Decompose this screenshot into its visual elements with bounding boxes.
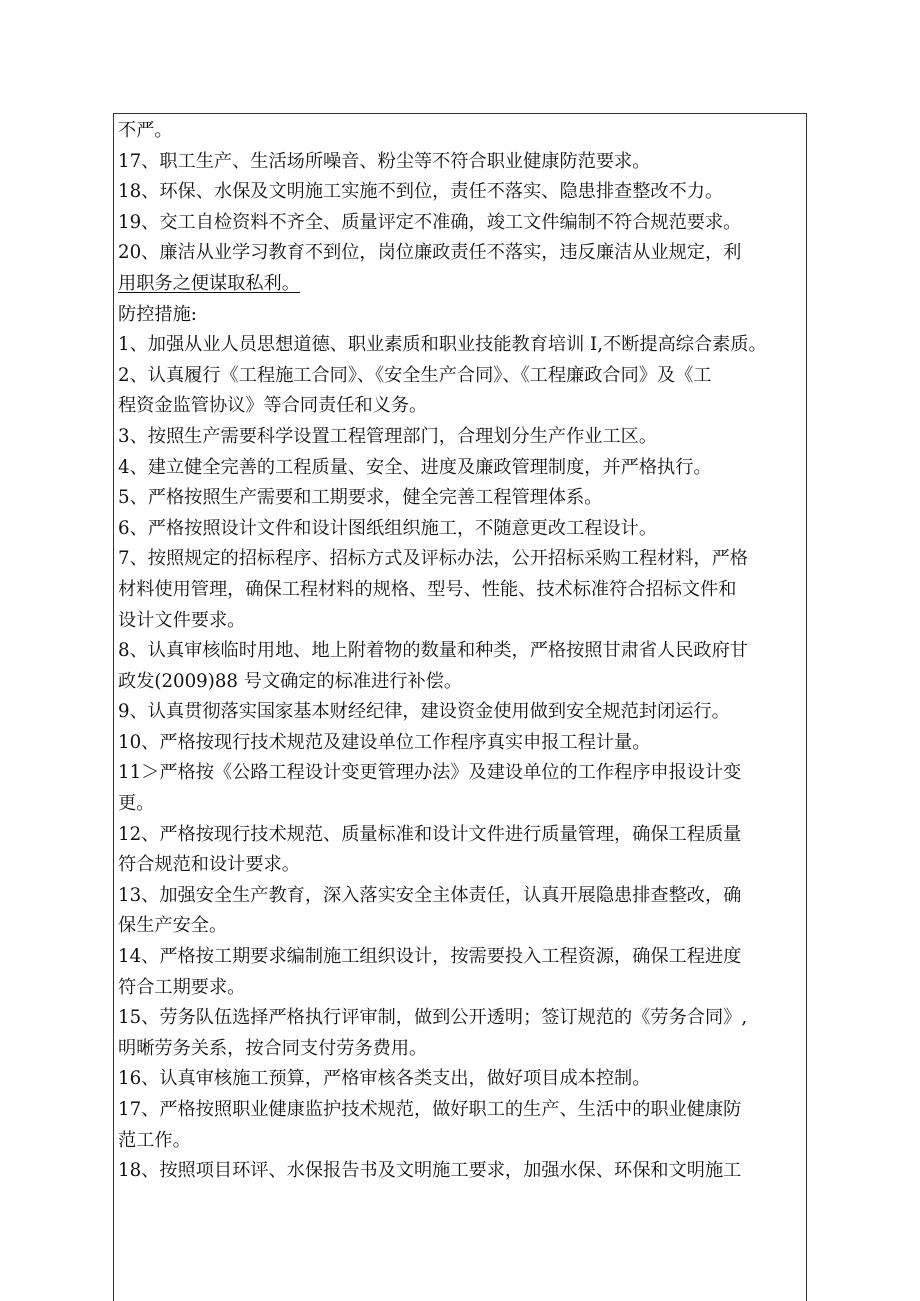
text-line bbox=[118, 789, 804, 820]
document-table-cell bbox=[113, 113, 807, 1301]
text-line-content: 17、严格按照职业健康监护技术规范，做好职工的生产、生活中的职业健康防 bbox=[118, 1099, 742, 1120]
text-line-content: 16、认真审核施工预算，严格审核各类支出，做好项目成本控制。 bbox=[118, 1068, 651, 1090]
text-line-content: 明晰劳务关系，按合同支付劳务费用。 bbox=[118, 1037, 428, 1059]
text-line-content: 12、严格按现行技术规范、质量标准和设计文件进行质量管理，确保工程质量 bbox=[118, 823, 742, 845]
text-line-content: 18、按照项目环评、水保报告书及文明施工要求，加强水保、环保和文明施工 bbox=[118, 1160, 742, 1182]
text-line-content: 8、认真审核临时用地、地上附着物的数量和种类，严格按照甘肃省人民政府甘 bbox=[118, 640, 748, 662]
text-line bbox=[118, 330, 804, 361]
text-line bbox=[118, 422, 804, 453]
text-line-content: 防控措施: bbox=[118, 303, 197, 325]
text-line-content: 9、认真贯彻落实国家基本财经纪律，建设资金使用做到安全规范封闭运行。 bbox=[118, 701, 730, 723]
text-line bbox=[118, 269, 804, 300]
text-line bbox=[118, 238, 804, 269]
text-line bbox=[118, 1156, 804, 1187]
text-line bbox=[118, 453, 804, 484]
text-line-content: 范工作。 bbox=[118, 1129, 191, 1151]
text-line-content: 19、交工自检资料不齐全、质量评定不准确，竣工文件编制不符合规范要求。 bbox=[118, 211, 742, 233]
text-line bbox=[118, 850, 804, 881]
text-line bbox=[118, 973, 804, 1004]
text-line bbox=[118, 820, 804, 851]
text-line bbox=[118, 1034, 804, 1065]
text-line bbox=[118, 483, 804, 514]
text-line bbox=[118, 1003, 804, 1034]
text-line-content: 14、严格按工期要求编制施工组织设计，按需要投入工程资源，确保工程进度 bbox=[118, 946, 742, 968]
text-line bbox=[118, 758, 804, 789]
text-line-content: 7、按照规定的招标程序、招标方式及评标办法，公开招标采购工程材料，严格 bbox=[118, 548, 748, 570]
text-line bbox=[118, 1126, 804, 1157]
text-line-content: 10、严格按现行技术规范及建设单位工作程序真实申报工程计量。 bbox=[118, 731, 651, 753]
text-line bbox=[118, 636, 804, 667]
text-line bbox=[118, 606, 804, 637]
text-line-content: 更。 bbox=[118, 793, 155, 815]
text-line bbox=[118, 361, 804, 392]
text-line-content: 设计文件要求。 bbox=[118, 609, 246, 631]
text-line-content: 程资金监管协议》等合同责任和义务。 bbox=[118, 395, 428, 417]
text-line-content: 6、严格按照设计文件和设计图纸组织施工，不随意更改工程设计。 bbox=[118, 517, 658, 539]
text-line bbox=[118, 147, 804, 178]
text-line bbox=[118, 911, 804, 942]
text-line-content: 不严。 bbox=[118, 120, 173, 141]
text-line bbox=[118, 514, 804, 545]
text-line bbox=[118, 544, 804, 575]
text-line-content: 5、严格按照生产需要和工期要求，健全完善工程管理体系。 bbox=[118, 487, 603, 509]
text-line bbox=[118, 391, 804, 422]
text-line-content: 17、职工生产、生活场所噪音、粉尘等不符合职业健康防范要求。 bbox=[118, 150, 651, 172]
text-line-content: 1、加强从业人员思想道德、职业素质和职业技能教育培训 I,不断提高综合素质。 bbox=[118, 334, 767, 356]
text-line-content: 材料使用管理，确保工程材料的规格、型号、性能、技术标准符合招标文件和 bbox=[118, 578, 737, 600]
text-line-content: 18、环保、水保及文明施工实施不到位，责任不落实、隐患排查整改不力。 bbox=[118, 181, 724, 203]
text-line-content: 符合规范和设计要求。 bbox=[118, 854, 300, 876]
cell-text-body bbox=[118, 116, 804, 1187]
text-line bbox=[118, 177, 804, 208]
text-line-content: 13、加强安全生产教育，深入落实安全主体责任，认真开展隐患排查整改，确 bbox=[118, 884, 742, 906]
text-line-content: 3、按照生产需要科学设置工程管理部门，合理划分生产作业工区。 bbox=[118, 425, 658, 447]
text-line-content: 20、廉洁从业学习教育不到位，岗位廉政责任不落实，违反廉洁从业规定，利 bbox=[118, 242, 742, 264]
text-line bbox=[118, 116, 804, 147]
text-line bbox=[118, 942, 804, 973]
text-line-content: 用职务之便谋取私利。 bbox=[118, 272, 300, 294]
text-line-content: 政发(2009)88 号文确定的标准进行补偿。 bbox=[118, 670, 463, 692]
text-line bbox=[118, 667, 804, 698]
text-line bbox=[118, 1095, 804, 1126]
text-line-content: 11＞严格按《公路工程设计变更管理办法》及建设单位的工作程序申报设计变 bbox=[118, 762, 742, 784]
text-line bbox=[118, 881, 804, 912]
text-line bbox=[118, 697, 804, 728]
text-line bbox=[118, 728, 804, 759]
text-line-content: 符合工期要求。 bbox=[118, 976, 246, 998]
text-line-content: 2、认真履行《工程施工合同》、《安全生产合同》、《工程廉政合同》及《工 bbox=[118, 364, 712, 386]
text-line bbox=[118, 1064, 804, 1095]
text-line bbox=[118, 208, 804, 239]
text-line-content: 保生产安全。 bbox=[118, 915, 228, 937]
text-line-content: 4、建立健全完善的工程质量、安全、进度及廉政管理制度，并严格执行。 bbox=[118, 456, 712, 478]
text-line bbox=[118, 300, 804, 331]
text-line bbox=[118, 575, 804, 606]
text-line-content: 15、劳务队伍选择严格执行评审制，做到公开透明；签订规范的《劳务合同》, bbox=[118, 1007, 748, 1029]
